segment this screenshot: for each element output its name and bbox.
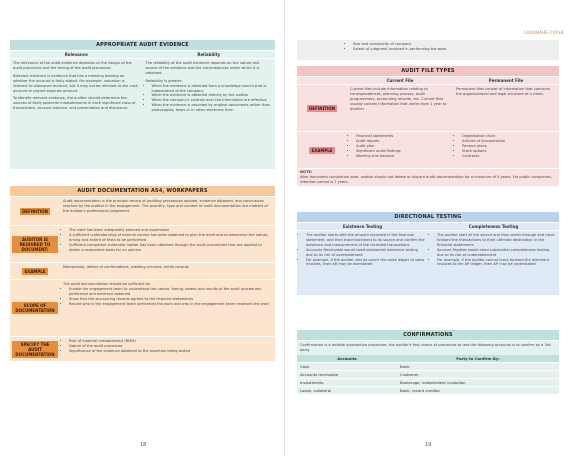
party-cell: Customer xyxy=(397,370,559,378)
account-cell: Loans, collateral xyxy=(297,386,397,394)
table-row xyxy=(297,386,559,394)
file-note-label: NOTE: xyxy=(300,170,313,174)
file-def-label: DEFINITION xyxy=(308,105,336,111)
table-row xyxy=(297,378,559,386)
permanent-file-example: • Pension plans xyxy=(462,144,556,149)
doc-label: SPECIFY THE AUDIT DOCUMENTATION xyxy=(12,341,58,358)
current-file-example: • Audit plan xyxy=(356,144,450,149)
relevance-header: Relevance xyxy=(64,52,88,57)
confirmations-intro: Confirmation is a reliable substantive procedure, the auditor's first choice of procedure to test the following accounts is to confirm by a 3rd party. xyxy=(297,340,559,355)
relevance-p3: To identify relevant evidence, the auditor should determine the sources of likely potential misstatements in each significant class of transactions, account balance, and presentation and disclosure. xyxy=(13,96,136,111)
doc-text: Audit documentation is the principal record of auditing procedures applied, evidence obtained, and conclusions reached by the auditor in the engagement. The quantity, type and content of audit documentation are matters of the auditor's professional judgement. xyxy=(63,199,268,213)
party-header: Party to Confirm By: xyxy=(397,355,559,363)
doc-item: • Record who in the engagement team performed the work and who in the engagement team reviewed the work xyxy=(69,302,272,307)
current-file-definition: Current files include information relating to correspondences, planning process, audit programmers, accounting records, etc. Current files usually contain information that varies from 1 year to another xyxy=(350,87,447,111)
directional-section xyxy=(297,212,559,295)
doc-row-definition xyxy=(10,196,275,225)
header-tag: LOOKBAHE-COPLB xyxy=(524,30,564,35)
relevance-p1: The relevance of the audit evidence depends on the design of the audit procedure and the timing of the audit procedure. xyxy=(13,61,132,70)
permanent-file-definition: Permanent files consist of information that concerns the organisational and legal structure of a client. xyxy=(456,87,551,96)
reliability-column xyxy=(143,59,276,169)
file-types-section xyxy=(297,66,559,186)
accounts-header: Accounts xyxy=(297,355,397,363)
confirmations-table xyxy=(297,355,559,395)
doc-label: DEFINITION xyxy=(21,208,49,214)
completeness-item: • For example, if the auditor cannot trace forward the merchant invoices to the AP ledger, then AP may be understated xyxy=(437,258,556,268)
table-row xyxy=(297,370,559,378)
doc-label: EXAMPLE xyxy=(24,268,46,274)
continuation-box xyxy=(297,40,559,60)
doc-item: • A sufficient understanding of internal control has been obtained to plan the audit and to determine the nature, timing and extent of tests to be performed xyxy=(69,233,272,243)
page-number-right: 19 xyxy=(425,442,432,448)
directional-title: DIRECTIONAL TESTING xyxy=(297,212,559,222)
doc-item: • Nature of the audit procedure xyxy=(69,344,272,349)
reliability-p2: Reliability is greater: xyxy=(145,78,183,83)
account-cell: Accounts receivable xyxy=(297,370,397,378)
continuation-item: • Extent of judgment involved in performing the work xyxy=(353,47,557,52)
current-file-example: • Significant audit findings xyxy=(356,149,450,154)
doc-label: SCOPE OF DOCUMENTATION xyxy=(12,302,58,314)
existence-item: • Accounts Receivable would need substantial existence testing due to its risk of overstatement xyxy=(306,248,425,258)
right-page xyxy=(285,0,570,456)
permanent-file-example: • Articles of incorporation xyxy=(462,139,556,144)
party-cell: Brokerage, independent custodian xyxy=(397,378,559,386)
confirmations-section xyxy=(297,330,559,395)
doc-row-specify xyxy=(10,336,275,361)
continuation-item: • Size and complexity of company xyxy=(353,42,557,47)
completeness-header: Completeness Testing xyxy=(468,224,519,229)
relevance-column xyxy=(10,59,143,169)
current-file-example: • Financial statements xyxy=(356,134,450,139)
documentation-title: AUDIT DOCUMENTATION AS4, WORKPAPERS xyxy=(10,186,275,196)
doc-label: AUDITOR IS REQUIRED TO DOCUMENT: xyxy=(12,236,58,253)
table-row xyxy=(297,362,559,370)
doc-text: Memoranda, letters of confirmations, meeting minutes, entity records xyxy=(63,265,189,269)
party-cell: Bank xyxy=(397,362,559,370)
documentation-section xyxy=(10,186,275,361)
account-cell: Cash xyxy=(297,362,397,370)
existence-header: Existence Testing xyxy=(342,224,383,229)
doc-row-required xyxy=(10,225,275,262)
permanent-file-header: Permanent File xyxy=(488,78,524,83)
completeness-item: • Account Payable would need substantial completeness testing due to its risk of understatement xyxy=(437,248,556,258)
reliability-p1: The reliability of the audit evidence depends on the nature and source of the evidence and the circumstances under which it is obtained. xyxy=(145,61,260,75)
confirmations-title: CONFIRMATIONS xyxy=(297,330,559,340)
current-file-example: • Working trial balance xyxy=(356,154,450,159)
party-cell: Bank, record creditor xyxy=(397,386,559,394)
evidence-title: APPROPRIATE AUDIT EVIDENCE xyxy=(10,40,275,50)
permanent-file-example: • Contracts xyxy=(462,154,556,159)
evidence-section xyxy=(10,40,275,169)
reliability-item: • When the evidence is obtained from a knowledge source that is independent of the company xyxy=(152,84,273,94)
current-file-header: Current File xyxy=(386,78,414,83)
current-file-example: • Audit reports xyxy=(356,139,450,144)
account-cell: Investments xyxy=(297,378,397,386)
doc-item: • Risk of material misstatement (RMM) xyxy=(69,339,272,344)
reliability-item: • When the company's controls over the information are effective xyxy=(152,98,273,103)
file-ex-label: EXAMPLE xyxy=(311,147,333,153)
existence-item: • For example, if the auditor cannot vouch the sales ledger to sales invoices, then AR may be overstated xyxy=(306,258,425,268)
doc-row-example xyxy=(10,262,275,279)
doc-row-scope xyxy=(10,279,275,336)
doc-item: • Show that the accounting records agreed to the financial statements xyxy=(69,297,272,302)
doc-item: • Significance of the evidence obtained to the assertion being tested xyxy=(69,349,272,354)
file-types-title: AUDIT FILE TYPES xyxy=(297,66,559,76)
reliability-item: • When the evidence is obtained directly by the auditor xyxy=(152,93,273,98)
doc-item: • Sufficient competent evidential matter has been obtained through the audit procedures that are applied to obtain a reasonable basis for an opinion xyxy=(69,243,272,253)
file-note: After document completion date, auditor should not delete or discard audit documentation for a minimum of 5 years. For public companies, retention period is 7 years. xyxy=(300,174,553,184)
reliability-item: • When the evidence is provided by original documents rather than photocopies, faxes or in other electronic form xyxy=(152,103,273,113)
reliability-header: Reliability xyxy=(197,52,221,57)
existence-item: • The auditor starts with the amount recorded in the financial statement, and then trace backward to its source and confirm the existence and measurement of the recorded transactions xyxy=(306,233,425,248)
page-number-left: 18 xyxy=(140,442,147,448)
completeness-item: • The auditor start at the source and then works through and trace forward the transactions to their ultimate destination in the financial statements xyxy=(437,233,556,248)
relevance-p2: Relevant evidence is evidence that has a meaning bearing on whether the account is fairly stated. For example, valuation is relevant to allowance account, but it may not be relevant to the cash account or payroll expense account. xyxy=(13,73,138,93)
permanent-file-example: • Stock options xyxy=(462,149,556,154)
doc-item: • The work has been adequately planned and supervised xyxy=(69,228,272,233)
permanent-file-example: • Organisation chart xyxy=(462,134,556,139)
doc-item: • Enable the engagement team to understand the nature, timing, extent and results of the audit procedures performed and evidence obtained xyxy=(69,287,272,297)
doc-text: The audit documentation should be sufficient to: xyxy=(63,282,151,286)
